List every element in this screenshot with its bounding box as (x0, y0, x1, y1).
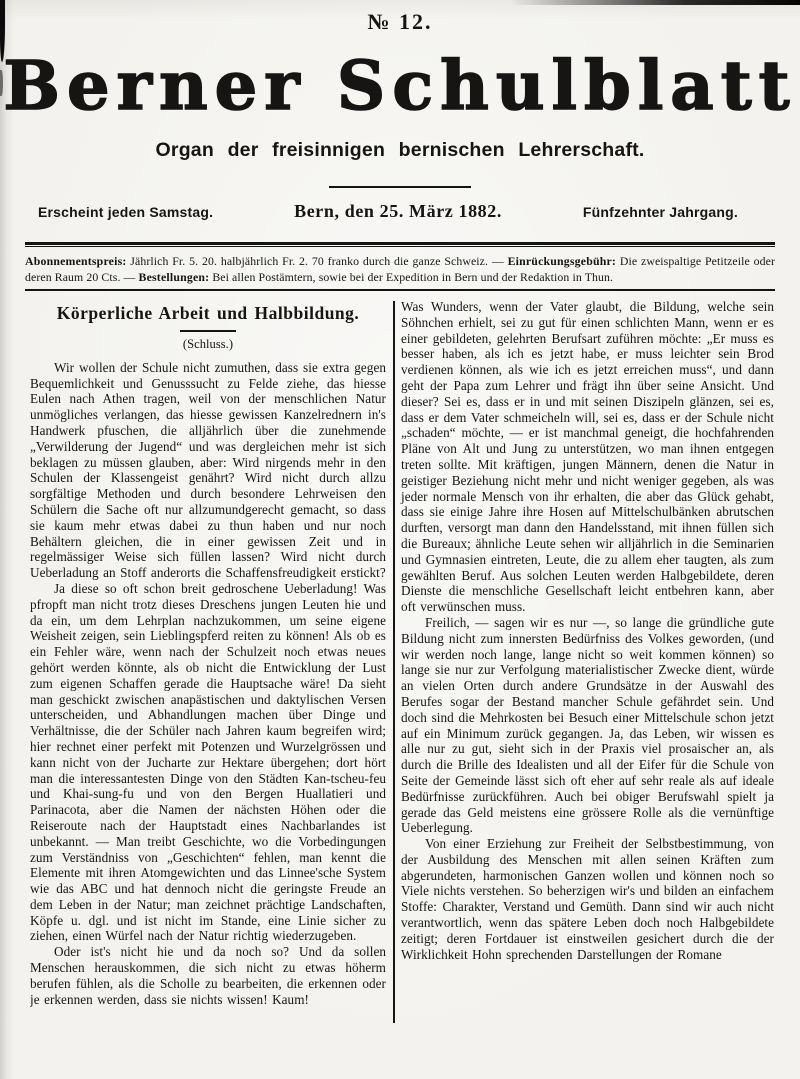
masthead-title: Berner Schulblatt (3, 46, 797, 125)
volume-label: Fünfzehnter Jahrgang. (582, 204, 738, 220)
scan-left-speck-artifact (0, 70, 3, 96)
article-paragraph: Was Wunders, wenn der Vater glaubt, die Bildung, welche sein Söhnchen erhielt, sei zu gut für einen schlichten Mann, wenn er es einer gebildeten, gelehrten Berufsart zuführen möchte: „Er muss es besser haben, als ich es jetzt habe, er muss leichter sein Brod verdienen können, als wie ich es jetzt erreichen muss“, und dann geht der Papa zum Lehrer und frägt ihn über seine Ansicht. Und dieser? Sei es, dass er in und mit seinen Diszipeln glänzen, sei es, dass er dem Vater schmeicheln will, sei es, dass er der Schule nicht „schaden“ möchte, — er ist manchmal geneigt, die hochfahrenden Pläne von Alt und Jung zu unterstützen, wo man ihnen entgegen treten sollte. Mit kräftigen, jungen Männern, denen die Natur in geistiger Beziehung nicht mehr und nicht weniger gegeben, als was jeder normale Mensch von ihr erhalten, die aber das Glück gehabt, dass sie einige Jahre ihre Hosen auf Mittelschulbänken abrutschen durften, versorgt man dann den Handelsstand, mit ihnen füllen sich die Bureaux; ähnliche Leute sehen wir alljährlich in die Seminarien und Gymnasien eintreten, Leute, die zu allem eher taugten, als zum gewählten Beruf. Aus solchen Leuten werden Halbgebildete, deren Dienste die menschliche Gesellschaft leicht entbehren kann, aber oft verwünschen muss. (401, 299, 774, 615)
masthead-subtitle: Organ der freisinnigen bernischen Lehrerschaft. (155, 139, 645, 161)
imprint-text: Abonnementspreis: Jährlich Fr. 5. 20. halbjährlich Fr. 2. 70 franko durch die ganze Schweiz. — Einrückungsgebühr: Die zweispaltige Petitzeile oder deren Raum 20 Cts. — Bestellungen: Bei allen Postämtern, sowie bei der Expedition in Bern und der Redaktion in Thun. (25, 254, 776, 284)
article-paragraph: Ja diese so oft schon breit gedroschene Ueberladung! Was pfropft man nicht trotz dieses Dreschens jungen Leuten hie und da ein, um dem Lehrplan nachzukommen, um seine eigene Weisheit zeigen, sein Lieblingspferd reiten zu können! Als ob es ein Fehler wäre, wenn nach der Schulzeit noch etwas neues gehört werden könnte, als ob nicht die Entwicklung der Lust zum eigenen Schaffen gerade die Hauptsache wäre! Da sieht man geschickt zwischen anapästischen und daktylischen Versen unterscheiden, und Abhandlungen machen über Dinge und Verhältnisse, die der Schüler nach Jahren kaum begreifen wird; hier rechnet einer perfekt mit Potenzen und Wurzelgrössen und kann nicht von der Jucharte zur Hektare übergehen; dort hört man die interessantesten Dinge von den Städten Kan-tscheu-feu und Khai-sung-fu und von den Bergen Huallatieri und Parinacota, aber die Namen der nächsten Höhen oder die Reiseroute nach der Hauptstadt eines Nachbarlandes ist unbekannt. — Man treibt Geschichte, wo die Vorbedingungen zum Verständniss von „Geschichten“ fehlen, man kennt die Elemente mit ihren Atomgewichten und das Linnee'sche System wie das ABC und hat dennoch nicht die geringste Freude an dem Leben in der Natur; man zeichnet prächtige Landschaften, Köpfe u. dgl. und ist nicht im Stande, eine Linie sicher zu ziehen, einen Würfel nach der Natur richtig wiederzugeben. (30, 580, 386, 944)
article-paragraph: Wir wollen der Schule nicht zumuthen, dass sie extra gegen Bequemlichkeit und Genusssucht zu Felde ziehe, das hiesse Eulen nach Athen tragen, weil von der menschlichen Natur unmögliches verlangen, das hiesse gewissen Kanzelrednern in's Handwerk pfuschen, die alljährlich über die zunehmende „Verwilderung der Jugend“ und was dergleichen mehr ist sich beklagen zu müssen glauben, aber: Wird nirgends mehr in den Schulen der Klassengeist genährt? Wird nicht durch allzu sorgfältige Methoden und durch besondere Lehrweisen den Schülern die Sache oft nur allzumundgerecht gemacht, so dass sie kaum mehr etwas dabei zu thun haben und nur noch Behältern gleichen, die in einer gewissen Zeit und in regelmässiger Weise sich füllen lassen? Wird nicht durch Ueberladung an Stoff anderorts die Schaffensfreudigkeit erstickt? (30, 359, 386, 581)
header-rule-thick (25, 242, 775, 247)
article-paragraph: Von einer Erziehung zur Freiheit der Selbstbestimmung, von der Ausbildung des Menschen mit allen seinen Kräften zum abgerundeten, harmonischen Ganzen wollen und können noch so Viele nichts verstehen. So beherzigen wir's und bilden an einfachem Stoffe: Charakter, Verstand und Gemüth. Dann sind wir auch nicht verantwortlich, wenn das spätere Leben doch noch Halbgebildete zeitigt; deren Fortdauer ist einstweilen gesichert durch die der Wirklichkeit Hohn sprechenden Darstellungen der Romane (401, 836, 774, 962)
imprint-label: Einrückungsgebühr: (507, 254, 617, 268)
article-paragraph: Oder ist's nicht hie und da noch so? Und da sollen Menschen herauskommen, die sich nicht zu etwas höherm berufen fühlen, als die Scholle zu bearbeiten, die erkennen oder je erkennen werden, dass sie nichts wissen! Kaum! (30, 944, 386, 1007)
right-column-body (401, 299, 774, 962)
left-column-body (30, 360, 386, 1008)
article-columns (30, 299, 774, 1079)
imprint-label: Abonnementspreis: (25, 254, 127, 268)
imprint-label: Bestellungen: (138, 269, 210, 284)
header-rule-thin (25, 289, 775, 291)
article-headline: Körperliche Arbeit und Halbbildung. (56, 303, 360, 323)
issue-number: № 12. (367, 9, 433, 34)
dateline-row (0, 201, 800, 222)
headline-rule (180, 330, 236, 332)
column-right (401, 299, 774, 1079)
masthead-rule (329, 186, 471, 188)
publication-day: Erscheint jeden Samstag. (38, 204, 214, 220)
article-paragraph: Freilich, — sagen wir es nur —, so lange die gründliche gute Bildung nicht zum innersten Bedürfniss des Volkes geworden, (und wir werden noch lange, lange nicht so weit kommen können) so lange sie nur zur Verfolgung materialistischer Zwecke dient, würde an vielen Orten durch andere Grundsätze in der Auswahl des Berufes sogar der Bestand mancher Schule gefährdet sein. Und doch sind die Mehrkosten bei Besuch einer Mittelschule schon jetzt auf ein Minimum zurück gegangen. Ja, das Leben, wir wissen es alle nur zu gut, sieht sich in der Praxis viel prosaischer an, als durch die Brille des Idealisten und all der Eifer für die Schule von Seite der Gemeinde lässt sich oft eher auf sehr reale als auf ideale Bedürfnisse zurückführen. Auch bei obiger Berufswahl spielt ja gerade das Geld meistens eine grössere Rolle als die vernünftige Ueberlegung. (401, 614, 774, 836)
scan-top-edge-artifact (510, 0, 800, 5)
section-label: (Schluss.) (182, 337, 234, 351)
column-left (30, 299, 386, 1079)
issue-date: Bern, den 25. März 1882. (294, 201, 502, 221)
column-divider (393, 301, 395, 1023)
